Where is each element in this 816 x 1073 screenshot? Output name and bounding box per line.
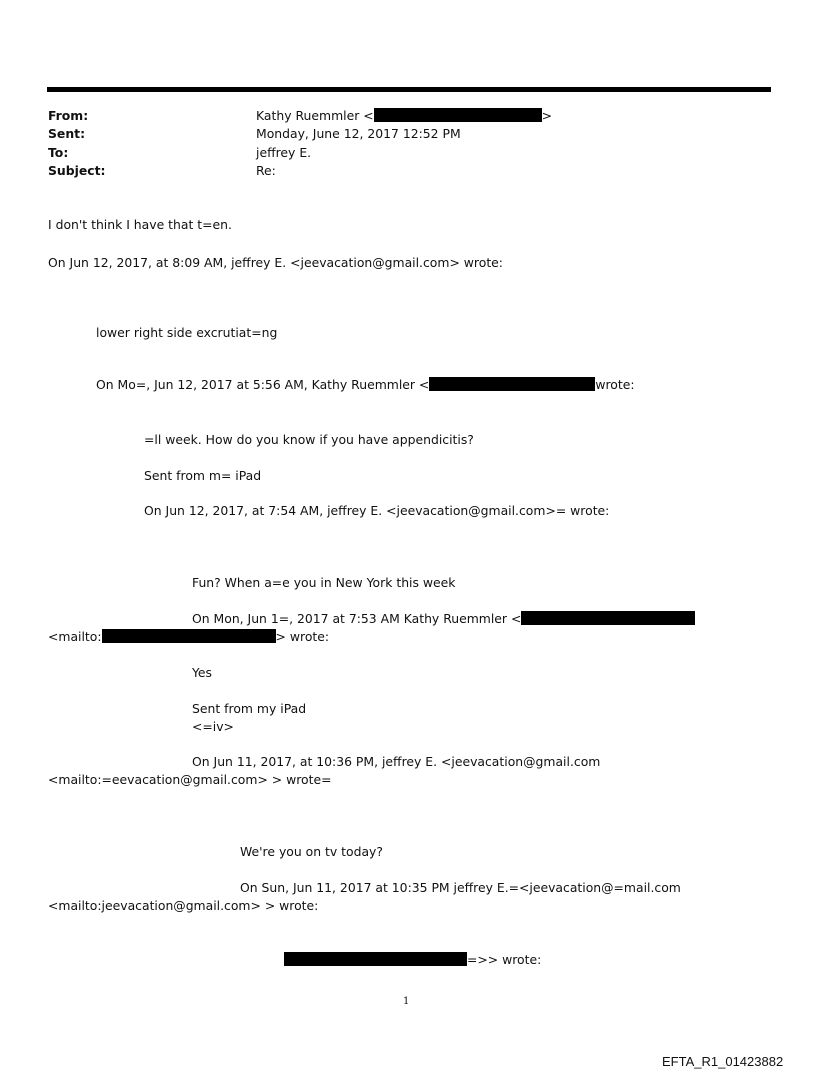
quote-header-text: On Mon, Jun 1=, 2017 at 7:53 AM Kathy Ruemmler < xyxy=(192,611,522,626)
header-rule xyxy=(47,87,771,92)
quote-header: On Jun 12, 2017, at 7:54 AM, jeffrey E. <jeevacation@gmail.com>= wrote: xyxy=(144,503,610,518)
quote-header xyxy=(192,611,695,626)
page-number: 1 xyxy=(403,996,410,1007)
body-line: <=iv> xyxy=(192,719,234,734)
redaction-block xyxy=(102,629,276,643)
quote-header-continued: <mailto:=eevacation@gmail.com> > wrote= xyxy=(48,772,332,787)
document-id: EFTA_R1_01423882 xyxy=(662,1054,784,1069)
body-line: Yes xyxy=(192,665,213,680)
subject-label: Subject: xyxy=(48,163,106,178)
from-value xyxy=(256,108,552,123)
quote-header-continued: <mailto:jeevacation@gmail.com> > wrote: xyxy=(48,898,319,913)
body-line: Fun? When a=e you in New York this week xyxy=(192,575,456,590)
body-line: I don't think I have that t=en. xyxy=(48,217,232,232)
redaction-block xyxy=(284,952,467,966)
quote-header-suffix: wrote: xyxy=(595,377,635,392)
to-value: jeffrey E. xyxy=(256,145,312,160)
quote-header xyxy=(96,377,635,392)
quote-header-text: On Mo=, Jun 12, 2017 at 5:56 AM, Kathy Ruemmler < xyxy=(96,377,430,392)
redaction-block xyxy=(374,108,542,122)
sent-label: Sent: xyxy=(48,126,86,141)
signature-line: Sent from m= iPad xyxy=(144,468,262,483)
body-line: =ll week. How do you know if you have appendicitis? xyxy=(144,432,474,447)
sent-value: Monday, June 12, 2017 12:52 PM xyxy=(256,126,461,141)
signature-line: Sent from my iPad xyxy=(192,701,307,716)
from-name: Kathy Ruemmler < xyxy=(256,108,374,123)
quote-header: On Jun 11, 2017, at 10:36 PM, jeffrey E. <jeevacation@gmail.com xyxy=(192,754,601,769)
subject-value: Re: xyxy=(256,163,276,178)
body-line: We're you on tv today? xyxy=(240,844,383,859)
to-label: To: xyxy=(48,145,69,160)
redaction-block xyxy=(429,377,595,391)
from-value-tail: > xyxy=(541,108,553,123)
mailto-suffix: > wrote: xyxy=(275,629,330,644)
redaction-block xyxy=(521,611,695,625)
from-label: From: xyxy=(48,108,89,123)
quote-header: On Jun 12, 2017, at 8:09 AM, jeffrey E. <jeevacation@gmail.com> wrote: xyxy=(48,255,503,270)
mailto-prefix: <mailto: xyxy=(48,629,102,644)
quote-header-suffix: =>> wrote: xyxy=(467,952,542,967)
quote-header: On Sun, Jun 11, 2017 at 10:35 PM jeffrey E.=<jeevacation@=mail.com xyxy=(240,880,681,895)
body-line: lower right side excrutiat=ng xyxy=(96,325,278,340)
quote-header-continued xyxy=(48,629,329,644)
quote-header xyxy=(284,952,541,967)
